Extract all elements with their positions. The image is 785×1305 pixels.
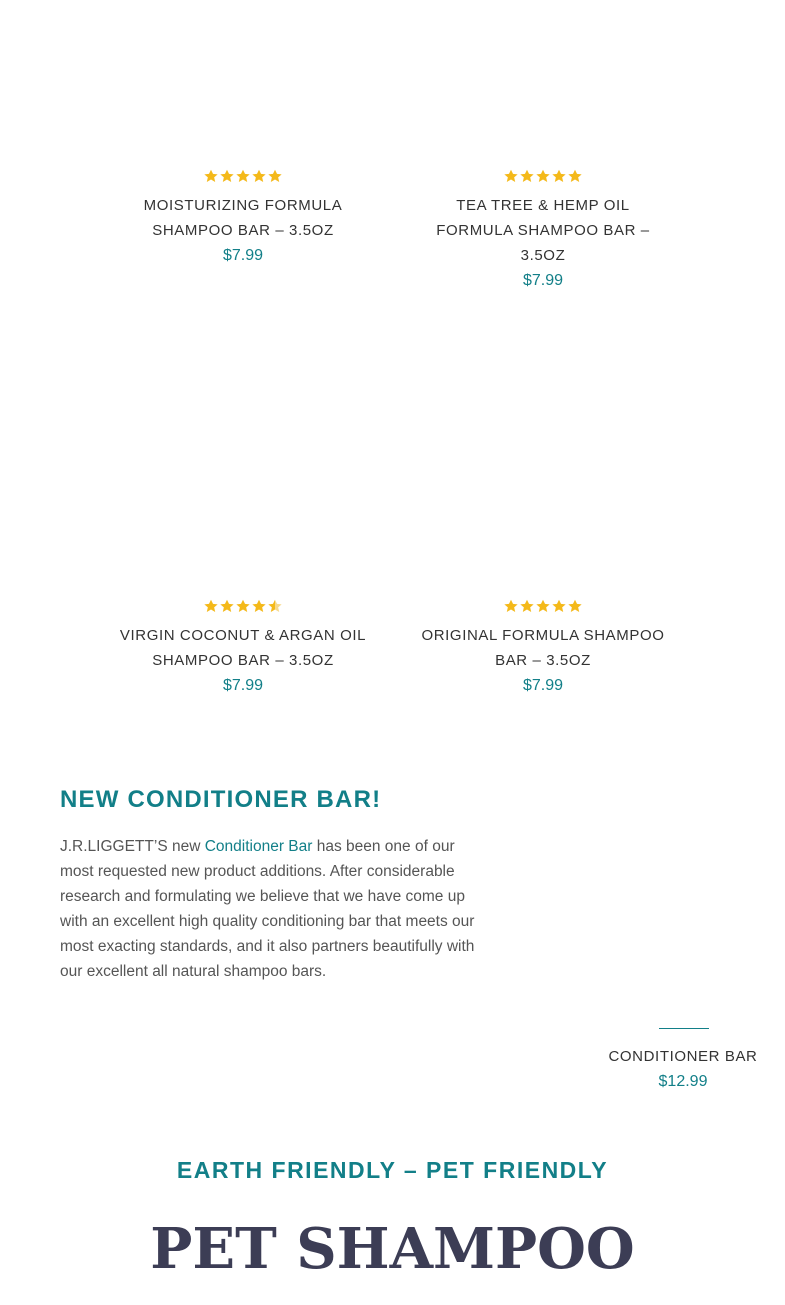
product-title[interactable]: [403, 623, 683, 673]
product-title-line[interactable]: MOISTURIZING FORMULA: [143, 197, 343, 214]
star-icon: [220, 169, 234, 183]
star-rating: [118, 169, 368, 183]
star-icon: [568, 599, 582, 613]
product-card[interactable]: [403, 599, 683, 698]
product-price: $7.99: [222, 247, 264, 264]
section-heading: NEW CONDITIONER BAR!: [60, 786, 382, 813]
star-icon: [268, 169, 282, 183]
star-icon: [552, 169, 566, 183]
star-icon: [252, 169, 266, 183]
divider: [659, 1028, 709, 1029]
product-price: $7.99: [522, 272, 564, 289]
page-title: PET SHAMPOO: [150, 1216, 635, 1282]
product-card[interactable]: [595, 1044, 771, 1094]
product-title[interactable]: [103, 623, 383, 673]
product-title[interactable]: CONDITIONER BAR: [608, 1048, 758, 1065]
star-icon: [268, 599, 282, 613]
conditioner-bar-link[interactable]: Conditioner Bar: [204, 838, 313, 855]
product-title-line[interactable]: TEA TREE & HEMP OIL: [456, 197, 630, 214]
product-price: $7.99: [222, 677, 264, 694]
star-icon: [204, 599, 218, 613]
product-title-line[interactable]: BAR – 3.5OZ: [495, 652, 591, 669]
product-card[interactable]: [103, 599, 383, 698]
section-tagline: EARTH FRIENDLY – PET FRIENDLY: [176, 1157, 609, 1183]
star-icon: [536, 169, 550, 183]
product-title-line[interactable]: SHAMPOO BAR – 3.5OZ: [152, 652, 334, 669]
product-price: $12.99: [658, 1073, 708, 1090]
star-icon: [520, 169, 534, 183]
product-title[interactable]: [418, 193, 668, 268]
star-icon: [236, 169, 250, 183]
star-icon: [504, 599, 518, 613]
star-icon: [536, 599, 550, 613]
intro-text-end: has been one of our most requested new product additions. After considerable research and formulating we believe that we have come up with an excellent high quality conditioning bar that meets our most exacting standards, and it also partners beautifully with our excellent all natural shampoo bars.: [60, 838, 475, 980]
star-icon: [252, 599, 266, 613]
product-title[interactable]: [118, 193, 368, 243]
star-rating: [103, 599, 383, 613]
product-title-line[interactable]: VIRGIN COCONUT & ARGAN OIL: [119, 627, 367, 644]
star-rating: [418, 169, 668, 183]
star-icon: [520, 599, 534, 613]
star-icon: [220, 599, 234, 613]
star-rating: [403, 599, 683, 613]
star-icon: [204, 169, 218, 183]
product-title-line[interactable]: FORMULA SHAMPOO BAR –: [436, 222, 650, 239]
product-card[interactable]: [118, 169, 368, 268]
product-card[interactable]: [418, 169, 668, 293]
star-icon: [504, 169, 518, 183]
intro-text-start: J.R.LIGGETT’S new: [60, 838, 205, 855]
star-icon: [568, 169, 582, 183]
product-title-line[interactable]: SHAMPOO BAR – 3.5OZ: [152, 222, 334, 239]
star-icon: [236, 599, 250, 613]
intro-paragraph: [60, 834, 475, 984]
product-title-line[interactable]: 3.5OZ: [520, 247, 566, 264]
star-icon: [552, 599, 566, 613]
product-price: $7.99: [522, 677, 564, 694]
product-title-line[interactable]: ORIGINAL FORMULA SHAMPOO: [421, 627, 665, 644]
